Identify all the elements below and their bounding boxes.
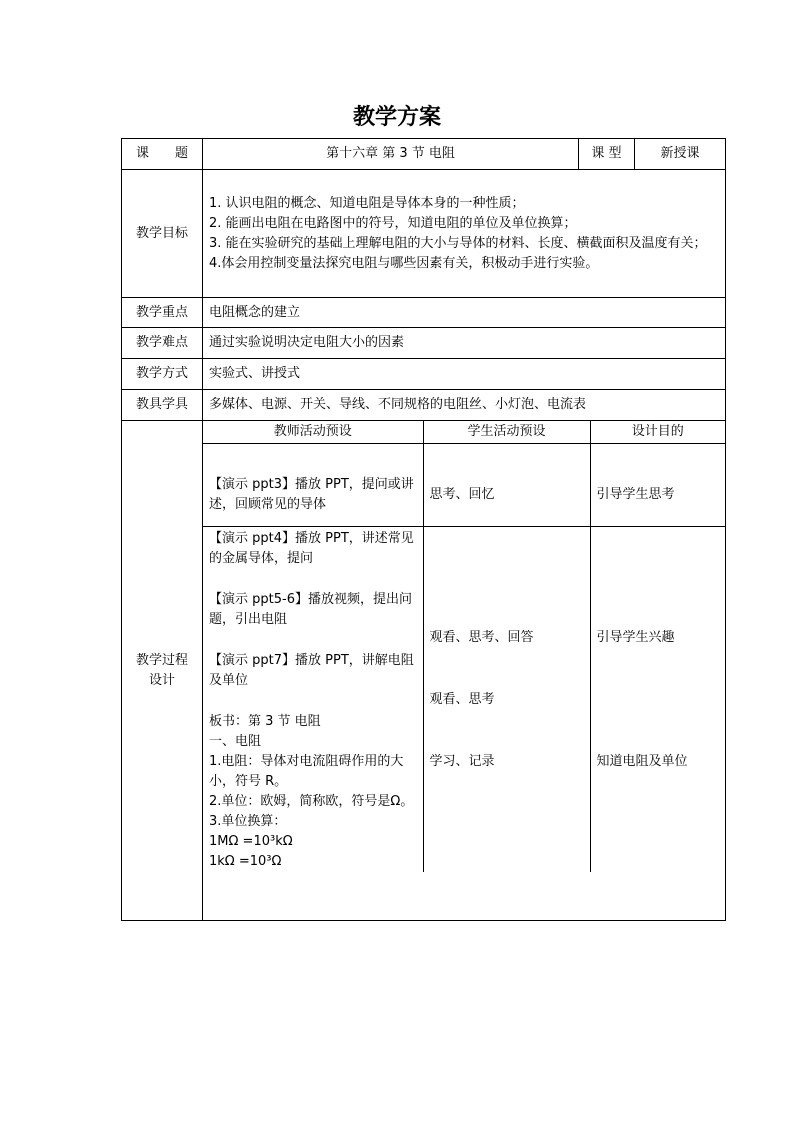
design-purpose: 引导学生思考 (590, 443, 725, 526)
student-activity: 思考、回忆 (423, 443, 590, 526)
tools-value: 多媒体、电源、开关、导线、不同规格的电阻丝、小灯泡、电流表 (203, 390, 726, 421)
topic-label: 课 题 (122, 139, 203, 170)
method-value: 实验式、讲授式 (203, 359, 726, 390)
difficulty-label: 教学难点 (122, 328, 203, 359)
goal-item: 1. 认识电阻的概念、知道电阻是导体本身的一种性质； (209, 195, 525, 211)
design-purpose: 引导学生兴趣 知道电阻及单位 (590, 526, 725, 872)
goal-item: 3. 能在实验研究的基础上理解电阻的大小与导体的材料、长度、横截面积及温度有关； (209, 235, 707, 251)
topic-row (122, 139, 726, 170)
lesson-plan-table (121, 138, 726, 921)
goals-content (203, 170, 726, 298)
col-purpose-header: 设计目的 (590, 421, 725, 443)
method-label: 教学方式 (122, 359, 203, 390)
difficulty-row (122, 328, 726, 359)
key-point-label: 教学重点 (122, 298, 203, 328)
goals-label: 教学目标 (122, 170, 203, 298)
goal-item: 4.体会用控制变量法探究电阻与哪些因素有关，积极动手进行实验。 (209, 255, 599, 271)
page-title: 教学方案 (352, 104, 441, 130)
board-title: 板书：第 3 节 电阻 (209, 713, 321, 729)
tools-label: 教具学具 (122, 390, 203, 421)
tools-row (122, 390, 726, 421)
student-activity: 观看、思考、回答 观看、思考 学习、记录 (423, 526, 590, 872)
process-header-row (203, 421, 725, 443)
col-student-header: 学生活动预设 (423, 421, 590, 443)
type-value: 新授课 (635, 139, 726, 170)
method-row (122, 359, 726, 390)
key-point-value: 电阻概念的建立 (203, 298, 726, 328)
goal-item: 2. 能画出电阻在电路图中的符号，知道电阻的单位及单位换算； (209, 215, 577, 231)
type-label: 课 型 (579, 139, 635, 170)
key-point-row (122, 298, 726, 328)
col-teacher-header: 教师活动预设 (203, 421, 423, 443)
process-content (203, 421, 726, 921)
process-label: 教学过程 设计 (122, 421, 203, 921)
process-table (203, 421, 725, 872)
difficulty-value: 通过实验说明决定电阻大小的因素 (203, 328, 726, 359)
teacher-activity: 【演示 ppt3】播放 PPT，提问或讲述，回顾常见的导体 (203, 443, 423, 526)
process-row (122, 421, 726, 921)
process-row-2 (203, 526, 725, 872)
goals-row (122, 170, 726, 298)
teacher-activity: 【演示 ppt4】播放 PPT，讲述常见的金属导体，提问 【演示 ppt5-6】播放视频，提出问题，引出电阻 【演示 ppt7】播放 PPT，讲解电阻及单位 板书：第 3 节 电阻 一、电阻 1.电阻：导体对电流阻碍作用的大小，符号 R。 2.单位：欧姆，简称欧，符号是Ω。 3.单位换算： 1MΩ =10³kΩ 1kΩ =10³Ω (203, 526, 423, 872)
topic-value: 第十六章 第 3 节 电阻 (203, 139, 579, 170)
process-row-1 (203, 443, 725, 526)
